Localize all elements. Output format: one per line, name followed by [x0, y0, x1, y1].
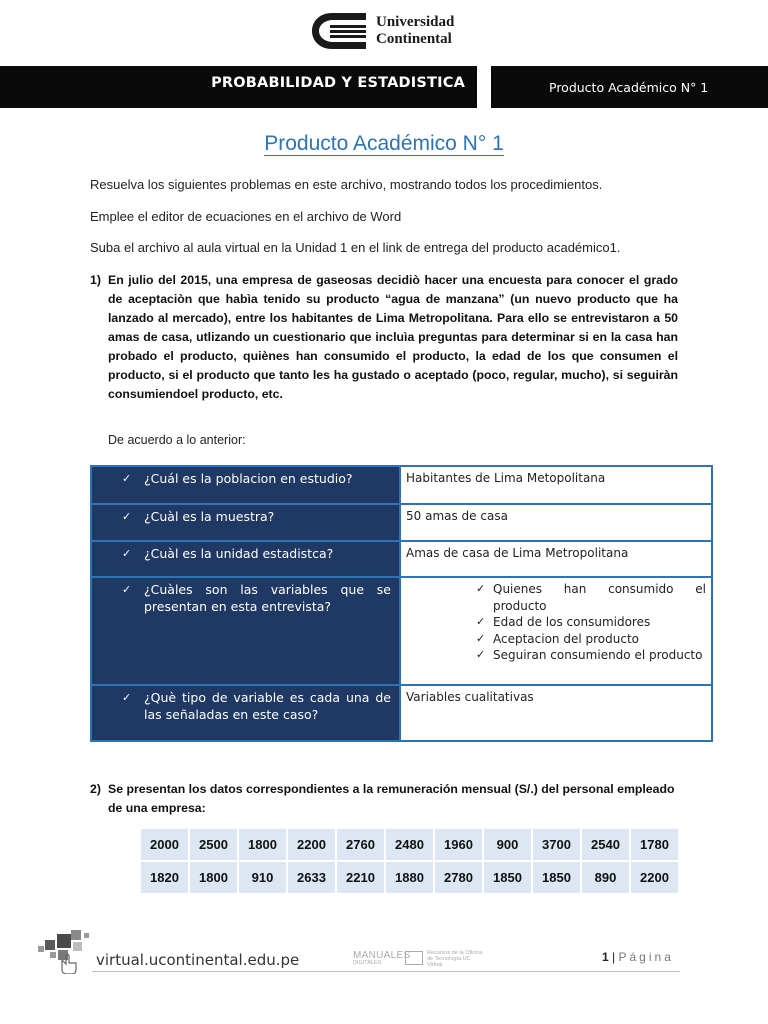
instruction-1: Resuelva los siguientes problemas en este archivo, mostrando todos los procedimientos. [90, 177, 603, 192]
question-text: ¿Cuàles son las variables que se presentan en esta entrevista? [144, 582, 391, 614]
table-row [91, 466, 712, 504]
course-title: PROBABILIDAD Y ESTADISTICA [211, 75, 465, 91]
checkmark-icon: ✓ [122, 472, 132, 485]
question-cell [91, 541, 400, 577]
document-title [0, 132, 768, 156]
salary-cell: 2500 [190, 829, 237, 860]
salary-cell: 900 [484, 829, 531, 860]
badge-main: MANUALES [353, 950, 411, 961]
salary-cell: 1800 [190, 862, 237, 893]
question-cell [91, 577, 400, 685]
salary-cell: 910 [239, 862, 286, 893]
checkmark-icon: ✓ [122, 547, 132, 560]
salary-cell: 2210 [337, 862, 384, 893]
salary-table [139, 827, 680, 895]
product-tag: Producto Académico N° 1 [549, 80, 709, 95]
question-cell [91, 504, 400, 541]
virtual-campus-icon [38, 930, 94, 974]
logo-line-1: Universidad [376, 14, 455, 30]
salary-cell: 2480 [386, 829, 433, 860]
instruction-2: Emplee el editor de ecuaciones en el archivo de Word [90, 209, 402, 224]
salary-cell: 2780 [435, 862, 482, 893]
table-row [91, 577, 712, 685]
footer-url[interactable]: virtual.ucontinental.edu.pe [96, 951, 300, 969]
question-1 [90, 271, 678, 404]
salary-cell: 2760 [337, 829, 384, 860]
badge-side: Recursos de la Oficina de Tecnología UC Virtual [427, 950, 483, 968]
university-name [376, 14, 454, 48]
question-text: ¿Cuàl es la unidad estadistca? [144, 546, 334, 561]
page-number [602, 950, 674, 964]
list-item: ✓ Edad de los consumidores [476, 614, 706, 631]
question-2-text: Se presentan los datos correspondientes a la remuneración mensual (S/.) del personal empleado de una empresa: [108, 782, 675, 815]
salary-cell: 1780 [631, 829, 678, 860]
salary-cell: 1960 [435, 829, 482, 860]
page-word: Página [618, 950, 674, 964]
answer-cell: Amas de casa de Lima Metropolitana [400, 541, 712, 577]
page-number-value: 1 [602, 950, 609, 964]
checkmark-icon: ✓ [122, 691, 132, 704]
salary-cell: 1800 [239, 829, 286, 860]
answer-cell: Variables cualitativas [400, 685, 712, 741]
table-row [141, 862, 678, 893]
table-row [91, 504, 712, 541]
logo-line-2: Continental [376, 31, 452, 47]
salary-cell: 890 [582, 862, 629, 893]
checkmark-icon: ✓ [122, 583, 132, 596]
list-item: ✓ Quienes han consumido el producto [476, 581, 706, 614]
salary-cell: 2200 [631, 862, 678, 893]
book-icon [405, 951, 423, 965]
salary-cell: 2540 [582, 829, 629, 860]
salary-cell: 2000 [141, 829, 188, 860]
course-banner [0, 66, 477, 108]
question-1-lead: De acuerdo a lo anterior: [108, 433, 246, 447]
question-text: ¿Cuál es la poblacion en estudio? [144, 471, 353, 486]
product-banner [491, 66, 768, 108]
salary-cell: 1850 [484, 862, 531, 893]
instruction-3: Suba el archivo al aula virtual en la Unidad 1 en el link de entrega del producto académico1. [90, 240, 621, 255]
salary-cell: 2200 [288, 829, 335, 860]
question-cell [91, 685, 400, 741]
university-logo [308, 8, 468, 54]
question-1-text: En julio del 2015, una empresa de gaseosas decidiò hacer una encuesta para conocer el grado de aceptaciòn que habìa tenido su producto “agua de manzana” (un nuevo producto que ha lanzado al mercado), entre los habitantes de Lima Metropolitana. Para ello se entrevistaron a 50 amas de casa, utlizando un cuestionario que incluìa preguntas para determinar si en la casa han probado el producto, quiènes han consumido el producto, la edad de los que consumen el producto, si el producto que tanto les ha gustado o aceptado (poco, regular, mucho), si seguiràn consumiendoel producto, etc. [108, 273, 678, 401]
salary-cell: 1880 [386, 862, 433, 893]
salary-cell: 1820 [141, 862, 188, 893]
salary-cell: 2633 [288, 862, 335, 893]
salary-cell: 3700 [533, 829, 580, 860]
salary-cell: 1850 [533, 862, 580, 893]
qa-table [90, 465, 713, 742]
document-title-text: Producto Académico N° 1 [264, 132, 504, 155]
page-separator: | [612, 950, 616, 964]
badge-sub: DIGITALES [353, 960, 382, 966]
question-1-number: 1) [90, 273, 101, 287]
manuales-digitales-badge [353, 950, 483, 970]
question-2 [90, 780, 680, 818]
list-item: ✓ Seguiran consumiendo el producto [476, 647, 706, 664]
variables-list [476, 581, 706, 664]
checkmark-icon: ✓ [122, 510, 132, 523]
table-row [91, 685, 712, 741]
question-cell [91, 466, 400, 504]
question-2-number: 2) [90, 782, 101, 796]
question-text: ¿Cuàl es la muestra? [144, 509, 275, 524]
answer-cell [400, 577, 712, 685]
list-item: ✓ Aceptacion del producto [476, 631, 706, 648]
table-row [91, 541, 712, 577]
answer-cell: 50 amas de casa [400, 504, 712, 541]
question-text: ¿Què tipo de variable es cada una de las señaladas en este caso? [144, 690, 391, 722]
footer-divider [92, 971, 680, 972]
answer-cell: Habitantes de Lima Metopolitana [400, 466, 712, 504]
table-row [141, 829, 678, 860]
university-logo-icon [308, 9, 370, 53]
